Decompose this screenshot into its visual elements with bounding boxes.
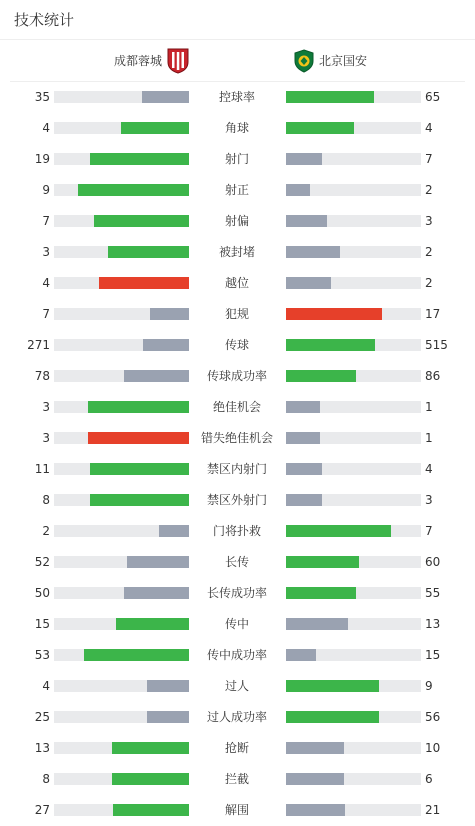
away-stat-bar: [286, 556, 421, 568]
stat-row: [0, 144, 475, 175]
stat-row: [0, 671, 475, 702]
home-stat-bar-fill: [142, 91, 189, 103]
away-stat-value: 9: [425, 679, 433, 693]
away-stat-value: 55: [425, 586, 441, 600]
home-stat-bar-fill: [108, 246, 189, 258]
stat-row: [0, 795, 475, 826]
away-stat-bar: [286, 649, 421, 661]
away-stat-value: 2: [425, 183, 433, 197]
stat-row: [0, 361, 475, 392]
stat-label: 射正: [224, 183, 249, 197]
stat-label: 长传成功率: [206, 586, 267, 600]
home-stat-value: 7: [42, 307, 50, 321]
home-stat-bar-fill: [90, 153, 189, 165]
home-stat-value: 271: [27, 338, 50, 352]
away-stat-bar-fill: [286, 153, 322, 165]
away-stat-bar: [286, 339, 421, 351]
away-stat-value: 13: [425, 617, 441, 631]
away-stat-bar: [286, 494, 421, 506]
away-stat-bar: [286, 277, 421, 289]
stat-row: [0, 454, 475, 485]
home-stat-bar-fill: [150, 308, 189, 320]
away-stat-bar: [286, 742, 421, 754]
home-stat-value: 3: [42, 245, 50, 259]
away-stat-bar-fill: [286, 587, 356, 599]
title-bar: [0, 0, 475, 40]
home-stat-bar: [54, 773, 189, 785]
away-stat-bar-fill: [286, 432, 320, 444]
home-stat-value: 4: [42, 121, 50, 135]
stat-row: [0, 299, 475, 330]
away-stat-bar-fill: [286, 339, 375, 351]
home-stat-value: 11: [34, 462, 50, 476]
stat-label: 越位: [224, 276, 249, 290]
stat-label: 错失绝佳机会: [200, 431, 273, 445]
home-stat-bar-fill: [113, 804, 189, 816]
away-stat-bar: [286, 184, 421, 196]
away-stat-bar-fill: [286, 308, 382, 320]
stat-label: 抢断: [224, 741, 249, 755]
home-stat-bar-fill: [94, 215, 189, 227]
home-stat-value: 9: [42, 183, 50, 197]
home-stat-bar-fill: [90, 463, 189, 475]
stat-label: 禁区内射门: [206, 462, 267, 476]
away-stat-value: 60: [425, 555, 441, 569]
home-team-name: 成都蓉城: [113, 54, 162, 68]
home-stat-bar-fill: [90, 494, 189, 506]
home-stat-bar: [54, 432, 189, 444]
stat-row: [0, 392, 475, 423]
stat-row: [0, 423, 475, 454]
chengdu-rongcheng-crest-icon: [167, 48, 189, 74]
away-stat-bar: [286, 153, 421, 165]
home-stat-value: 8: [42, 772, 50, 786]
stat-row: [0, 640, 475, 671]
home-stat-bar: [54, 370, 189, 382]
stat-row: [0, 175, 475, 206]
home-stat-bar-fill: [116, 618, 189, 630]
away-stat-value: 86: [425, 369, 441, 383]
away-stat-bar-fill: [286, 277, 331, 289]
home-stat-value: 19: [34, 152, 50, 166]
home-stat-bar: [54, 649, 189, 661]
home-stat-bar: [54, 556, 189, 568]
home-stat-bar-fill: [124, 370, 189, 382]
away-stat-value: 3: [425, 214, 433, 228]
home-stat-value: 7: [42, 214, 50, 228]
home-stat-bar-fill: [88, 432, 189, 444]
home-stat-bar-fill: [159, 525, 189, 537]
away-stat-bar: [286, 401, 421, 413]
stat-label: 绝佳机会: [212, 400, 261, 414]
home-stat-bar-fill: [127, 556, 189, 568]
stat-label: 长传: [224, 555, 249, 569]
away-stat-bar: [286, 308, 421, 320]
home-stat-bar-fill: [84, 649, 189, 661]
home-stat-value: 50: [34, 586, 50, 600]
away-stat-value: 3: [425, 493, 433, 507]
stat-label: 传球成功率: [206, 369, 267, 383]
away-stat-bar-fill: [286, 494, 322, 506]
home-stat-bar: [54, 339, 189, 351]
stat-label: 过人成功率: [206, 710, 267, 724]
stat-row: [0, 578, 475, 609]
home-stat-value: 4: [42, 276, 50, 290]
home-stat-bar-fill: [112, 773, 189, 785]
home-stat-value: 25: [34, 710, 50, 724]
stat-row: [0, 206, 475, 237]
away-stat-bar: [286, 804, 421, 816]
away-stat-bar-fill: [286, 680, 379, 692]
away-stat-bar-fill: [286, 804, 345, 816]
away-stat-bar: [286, 711, 421, 723]
home-stat-bar: [54, 742, 189, 754]
home-stat-value: 3: [42, 400, 50, 414]
away-stat-value: 1: [425, 400, 433, 414]
stat-row: [0, 733, 475, 764]
home-stat-bar: [54, 401, 189, 413]
home-stat-value: 53: [34, 648, 50, 662]
home-stat-value: 4: [42, 679, 50, 693]
home-stat-bar: [54, 587, 189, 599]
home-stat-bar-fill: [121, 122, 189, 134]
stat-label: 被封堵: [218, 245, 255, 259]
home-stat-bar-fill: [88, 401, 189, 413]
stat-label: 控球率: [218, 90, 255, 104]
home-stat-bar: [54, 215, 189, 227]
away-stat-bar: [286, 432, 421, 444]
stat-label: 射偏: [224, 214, 249, 228]
away-stat-bar: [286, 525, 421, 537]
away-stat-value: 1: [425, 431, 433, 445]
home-stat-bar-fill: [78, 184, 189, 196]
home-stat-value: 27: [34, 803, 50, 817]
home-stat-value: 3: [42, 431, 50, 445]
away-stat-value: 4: [425, 121, 433, 135]
away-stat-bar-fill: [286, 215, 327, 227]
away-stat-bar: [286, 370, 421, 382]
away-stat-value: 6: [425, 772, 433, 786]
stat-label: 门将扑救: [212, 524, 261, 538]
home-stat-bar: [54, 91, 189, 103]
stat-row: [0, 702, 475, 733]
home-stat-bar: [54, 680, 189, 692]
home-stat-bar: [54, 804, 189, 816]
stat-label: 犯规: [224, 307, 249, 321]
stat-row: [0, 516, 475, 547]
away-stat-value: 2: [425, 245, 433, 259]
home-stat-value: 15: [34, 617, 50, 631]
away-stat-value: 21: [425, 803, 441, 817]
home-stat-bar: [54, 246, 189, 258]
home-stat-bar: [54, 494, 189, 506]
away-stat-bar-fill: [286, 184, 310, 196]
away-team-name: 北京国安: [319, 54, 368, 68]
stat-label: 传球: [224, 338, 249, 352]
away-stat-bar: [286, 680, 421, 692]
away-stat-bar-fill: [286, 122, 354, 134]
away-stat-bar-fill: [286, 618, 348, 630]
home-stat-bar: [54, 618, 189, 630]
away-stat-value: 2: [425, 276, 433, 290]
home-stat-bar-fill: [143, 339, 189, 351]
stat-label: 过人: [224, 679, 249, 693]
home-stat-bar: [54, 122, 189, 134]
away-stat-value: 4: [425, 462, 433, 476]
home-stat-bar: [54, 277, 189, 289]
away-stat-bar: [286, 91, 421, 103]
away-stat-value: 7: [425, 152, 433, 166]
stat-label: 禁区外射门: [206, 493, 267, 507]
home-stat-bar: [54, 711, 189, 723]
home-stat-bar-fill: [99, 277, 189, 289]
away-stat-bar: [286, 618, 421, 630]
away-stat-bar-fill: [286, 525, 391, 537]
home-stat-value: 35: [34, 90, 50, 104]
home-stat-bar: [54, 463, 189, 475]
page-title: 技术统计: [14, 11, 75, 29]
home-stat-value: 13: [34, 741, 50, 755]
stat-row: [0, 113, 475, 144]
away-stat-bar-fill: [286, 742, 344, 754]
stat-row: [0, 330, 475, 361]
beijing-guoan-crest-icon: [293, 49, 315, 73]
stat-row: [0, 268, 475, 299]
home-stat-bar-fill: [124, 587, 189, 599]
away-stat-bar-fill: [286, 773, 344, 785]
away-stat-bar-fill: [286, 370, 356, 382]
away-stat-bar: [286, 463, 421, 475]
stat-label: 传中: [224, 617, 249, 631]
teams-header: [0, 41, 475, 81]
home-stat-bar: [54, 153, 189, 165]
away-stat-bar: [286, 246, 421, 258]
away-stat-value: 65: [425, 90, 441, 104]
home-stat-value: 52: [34, 555, 50, 569]
stat-row: [0, 237, 475, 268]
away-stat-bar: [286, 215, 421, 227]
home-stat-bar: [54, 525, 189, 537]
away-stat-bar-fill: [286, 246, 340, 258]
home-stat-bar: [54, 184, 189, 196]
away-stat-bar-fill: [286, 91, 374, 103]
stat-row: [0, 485, 475, 516]
away-stat-value: 17: [425, 307, 441, 321]
away-stat-bar-fill: [286, 401, 320, 413]
home-stat-value: 78: [34, 369, 50, 383]
away-stat-bar: [286, 773, 421, 785]
home-stat-value: 2: [42, 524, 50, 538]
stat-label: 拦截: [224, 772, 249, 786]
stat-label: 解围: [224, 803, 249, 817]
stat-label: 射门: [224, 152, 249, 166]
home-stat-value: 8: [42, 493, 50, 507]
home-stat-bar-fill: [147, 711, 189, 723]
away-stat-value: 15: [425, 648, 441, 662]
away-stat-bar: [286, 122, 421, 134]
home-stat-bar: [54, 308, 189, 320]
away-stat-value: 515: [425, 338, 448, 352]
away-stat-bar: [286, 587, 421, 599]
stat-row: [0, 82, 475, 113]
stat-label: 传中成功率: [206, 648, 267, 662]
away-stat-value: 10: [425, 741, 441, 755]
stat-row: [0, 547, 475, 578]
away-stat-value: 56: [425, 710, 441, 724]
away-stat-bar-fill: [286, 556, 359, 568]
home-stat-bar-fill: [112, 742, 189, 754]
stat-row: [0, 609, 475, 640]
home-stat-bar-fill: [147, 680, 189, 692]
away-stat-bar-fill: [286, 649, 316, 661]
stat-label: 角球: [224, 121, 249, 135]
stat-row: [0, 764, 475, 795]
away-stat-bar-fill: [286, 711, 379, 723]
away-stat-value: 7: [425, 524, 433, 538]
away-stat-bar-fill: [286, 463, 322, 475]
